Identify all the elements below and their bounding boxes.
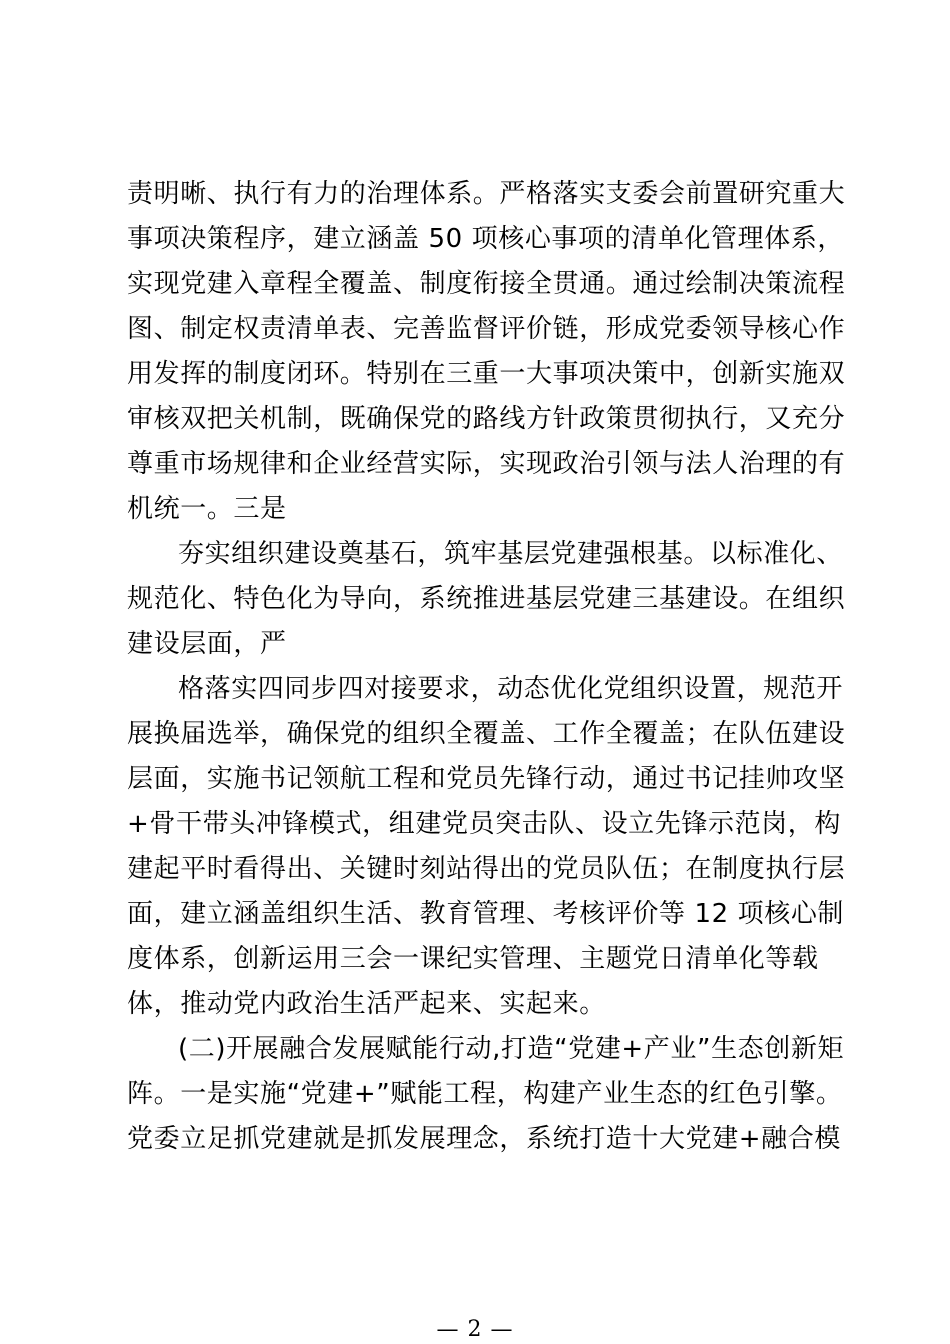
text-line: 层面，实施书记领航工程和党员先锋行动，通过书记挂帅攻坚 [127, 764, 846, 794]
text-line: 面，建立涵盖组织生活、教育管理、考核评价等 12 项核心制 [127, 899, 845, 929]
text-line: 度体系，创新运用三会一课纪实管理、主题党日清单化等载 [127, 944, 819, 974]
text-line: 用发挥的制度闭环。特别在三重一大事项决策中，创新实施双 [127, 359, 846, 389]
text-line: 规范化、特色化为导向，系统推进基层党建三基建设。在组织 [127, 584, 846, 614]
text-line: 建设层面，严 [127, 629, 287, 659]
text-line: 体，推动党内政治生活严起来、实起来。 [127, 989, 606, 1019]
text-line: 展换届选举，确保党的组织全覆盖、工作全覆盖；在队伍建设 [127, 719, 846, 749]
text-line: 实现党建入章程全覆盖、制度衔接全贯通。通过绘制决策流程 [127, 269, 846, 299]
text-line: 事项决策程序，建立涵盖 50 项核心事项的清单化管理体系， [127, 224, 845, 254]
text-line: 机统一。三是 [127, 494, 287, 524]
page-number: — 2 — [436, 1317, 514, 1342]
text-line: 图、制定权责清单表、完善监督评价链，形成党委领导核心作 [127, 314, 846, 344]
text-line: 格落实四同步四对接要求，动态优化党组织设置，规范开 [178, 674, 844, 704]
text-line: (二)开展融合发展赋能行动,打造“党建+产业”生态创新矩 [178, 1034, 845, 1064]
text-line: 尊重市场规律和企业经营实际，实现政治引领与法人治理的有 [127, 449, 846, 479]
text-line: 责明晰、执行有力的治理体系。严格落实支委会前置研究重大 [127, 179, 846, 209]
text-line: 阵。一是实施“党建+”赋能工程，构建产业生态的红色引擎。 [127, 1079, 843, 1109]
text-line: 建起平时看得出、关键时刻站得出的党员队伍；在制度执行层 [127, 854, 846, 884]
text-line: 党委立足抓党建就是抓发展理念，系统打造十大党建+融合模 [127, 1124, 841, 1154]
text-line: 审核双把关机制，既确保党的路线方针政策贯彻执行，又充分 [127, 404, 846, 434]
text-line: 夯实组织建设奠基石，筑牢基层党建强根基。以标准化、 [178, 539, 844, 569]
text-line: +骨干带头冲锋模式，组建党员突击队、设立先锋示范岗，构 [127, 809, 841, 839]
